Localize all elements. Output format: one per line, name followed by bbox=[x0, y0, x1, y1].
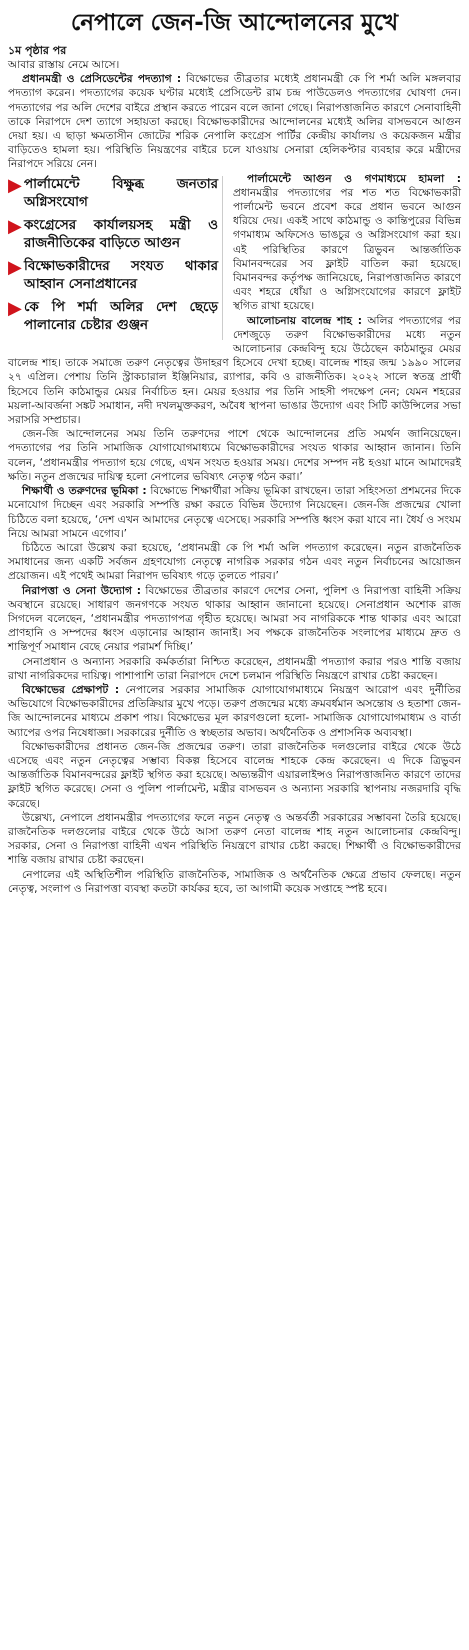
pull-quote-item bbox=[8, 217, 218, 253]
paragraph: আবার রাস্তায় নেমে আসে। bbox=[8, 59, 120, 71]
subheading: আলোচনায় বালেন্দ্র শাহ : bbox=[247, 314, 362, 327]
paragraph bbox=[8, 683, 461, 740]
pull-quote-text: পার্লামেন্টে বিক্ষুব্ধ জনতার অগ্নিসংযোগ bbox=[24, 176, 218, 210]
paragraph: বিক্ষোভকারীদের প্রধানত জেন-জি প্রজন্মের তরুণ। তারা রাজনৈতিক দলগুলোর বাইরে থেকে উঠে এসেছে এবং নতুন নেতৃত্বের সম্ভাব্য বিকল্প হিসেবে বালেন্দ্র শাহকে কেন্দ্র করেছেন। এ দিকে ত্রিভুবন আন্তর্জাতিক বিমানবন্দরের ফ্লাইট স্থগিত করা হয়েছে। অভ্যন্তরীণ এয়ারলাইন্সও নিরাপত্তাজনিত কারণে তাদের ফ্লাইট স্থগিত করেছে। সেনা ও পুলিশ পার্লামেন্ট, মন্ত্রীর বাসভবন ও অন্যান্য সরকারি স্থাপনায় নজরদারি বৃদ্ধি করেছে। bbox=[8, 740, 461, 810]
paragraph: উল্লেখ্য, নেপালে প্রধানমন্ত্রীর পদত্যাগের ফলে নতুন নেতৃত্ব ও অন্তর্বর্তী সরকারের সম্ভাবনা তৈরি হয়েছে। রাজনৈতিক দলগুলোর বাইরে থেকে উঠে আসা তরুণ নেতা বালেন্দ্র শাহ নতুন আলোচনার কেন্দ্রবিন্দু। সরকার, সেনা ও নিরাপত্তা বাহিনী এখন পরিস্থিতি নিয়ন্ত্রণে রাখার চেষ্টা করছে। শিক্ষার্থী ও বিক্ষোভকারীদের শান্তি বজায় রাখার চেষ্টা করছেন। bbox=[8, 811, 461, 867]
paragraph-text: বিক্ষোভে শিক্ষার্থীরা সক্রিয় ভূমিকা রাখছেন। তারা সহিংসতা প্রশমনের দিকে মনোযোগ দিচ্ছেন এবং সরকারি সম্পত্তি রক্ষা করতে বিভিন্ন উদ্যোগ নিয়েছেন। জেন-জি প্রজন্মের খোলা চিঠিতে বলা হয়েছে, ‘দেশ এখন আমাদের নেতৃত্বে এসেছে। সরকারি সম্পত্তি ধ্বংস করা যাবে না। ধৈর্য ও সংযম নিয়ে আমরা সামনে এগোব।’ bbox=[8, 485, 461, 540]
subheading: পার্লামেন্টে আগুন ও গণমাধ্যমে হামলা : bbox=[247, 172, 461, 185]
subheading: নিরাপত্তা ও সেনা উদ্যোগ : bbox=[22, 584, 141, 597]
pull-quote-box bbox=[8, 176, 223, 340]
paragraph: সেনাপ্রধান ও অন্যান্য সরকারি কর্মকর্তারা নিশ্চিত করেছেন, প্রধানমন্ত্রী পদত্যাগ করার পরও শান্তি বজায় রাখা নাগরিকদের দায়িত্ব। পাশাপাশি তারা নিরাপদে দেশে চলমান পরিস্থিতি নিয়ন্ত্রণে রাখার চেষ্টা করছেন। bbox=[8, 655, 461, 682]
subheading: বিক্ষোভের প্রেক্ষাপট : bbox=[22, 683, 120, 696]
pull-quote-text: কংগ্রেসের কার্যালয়সহ মন্ত্রী ও রাজনীতিকের বাড়িতে আগুন bbox=[24, 217, 218, 251]
triangle-bullet-icon: ▶ bbox=[8, 297, 22, 319]
triangle-bullet-icon: ▶ bbox=[8, 256, 22, 278]
pull-quote-text: কে পি শর্মা অলির দেশ ছেড়ে পালানোর চেষ্টার গুঞ্জন bbox=[24, 299, 218, 333]
paragraph bbox=[8, 584, 461, 655]
headline: নেপালে জেন-জি আন্দোলনের মুখে bbox=[70, 10, 399, 36]
paragraph: জেন-জি আন্দোলনের সময় তিনি তরুণদের পাশে থেকে আন্দোলনের প্রতি সমর্থন জানিয়েছেন। পদত্যাগের পর তিনি সামাজিক যোগাযোগমাধ্যমে বিক্ষোভকারীদের সংযত থাকার আহ্বান জানান। তিনি বলেন, ‘প্রধানমন্ত্রীর পদত্যাগ হয়ে গেছে, এখন সংযত হওয়ার সময়। দেশের সম্পদ নষ্ট হওয়া মানে আমাদেরই ক্ষতি। নতুন প্রজন্মের দায়িত্ব হলো নেপালের ভবিষ্যৎ নেতৃত্ব গঠন করা।’ bbox=[8, 428, 461, 483]
pull-quote-text: বিক্ষোভকারীদের সংযত থাকার আহ্বান সেনাপ্রধানের bbox=[24, 258, 218, 292]
paragraph-text: নেপালের সরকার সামাজিক যোগাযোগমাধ্যমে নিয়ন্ত্রণ আরোপ এবং দুর্নীতির অভিযোগে বিক্ষোভকারীদের প্রতিক্রিয়ার মুখে পড়ে। তরুণ প্রজন্মের মধ্যে ক্রমবর্ধমান অসন্তোষ ও হতাশা জেন-জি আন্দোলনের মাধ্যমে প্রকাশ পায়। বিক্ষোভের মূল কারণগুলো হলো- সামাজিক যোগাযোগমাধ্যম ও বার্তা অ্যাপের ওপর নিষেধাজ্ঞা। সরকারের দুর্নীতি ও স্বচ্ছতার অভাব। অর্থনৈতিক ও প্রশাসনিক অব্যবস্থা। bbox=[8, 683, 461, 739]
paragraph-text: বিক্ষোভের তীব্রতার মধ্যেই প্রধানমন্ত্রী কে পি শর্মা অলি মঙ্গলবার পদত্যাগ করেন। পদত্যাগের কয়েক ঘণ্টার মধ্যেই প্রেসিডেন্ট রাম চন্দ্র পাউডেলও পদত্যাগের ঘোষণা দেন। পদত্যাগের পর অলি দেশের বাইরে প্রস্থান করতে পারেন বলে জানা গেছে। নিরাপত্তাজনিত কারণে সেনাবাহিনী তাকে নিরাপদে দেশ ত্যাগে সহায়তা করছে। বিক্ষোভকারীদের আন্দোলনের মধ্যেই অলির বাসভবনে আগুন দেয়া হয়। এ ছাড়া ক্ষমতাসীন জোটের শরিক নেপালি কংগ্রেস পার্টির কেন্দ্রীয় কার্যালয় ও কয়েকজন মন্ত্রীর বাড়িতেও হামলা হয়। পরিস্থিতি নিয়ন্ত্রণের বাইরে চলে যাওয়ায় সেনারা হেলিকপ্টার ব্যবহার করে মন্ত্রীদের নিরাপদে সরিয়ে নেন। bbox=[8, 73, 461, 171]
article-body bbox=[8, 58, 461, 896]
pull-quote-item bbox=[8, 258, 218, 294]
subheading: প্রধানমন্ত্রী ও প্রেসিডেন্টের পদত্যাগ : bbox=[22, 73, 182, 86]
paragraph: চিঠিতে আরো উল্লেখ করা হয়েছে, ‘প্রধানমন্ত্রী কে পি শর্মা অলি পদত্যাগ করেছেন। নতুন রাজনৈতিক সমাধানের জন্য একটি সর্বজন গ্রহণযোগ্য নেতৃত্বে নাগরিক সরকার গঠন এবং নতুন নির্বাচনের আয়োজন প্রয়োজন। এই পথেই আমরা নিরাপদ ভবিষ্যৎ গড়ে তুলতে পারব।’ bbox=[8, 541, 461, 583]
triangle-bullet-icon: ▶ bbox=[8, 174, 22, 196]
subheading: শিক্ষার্থী ও তরুণদের ভূমিকা : bbox=[22, 485, 147, 498]
paragraph: নেপালের এই অস্থিতিশীল পরিস্থিতি রাজনৈতিক, সামাজিক ও অর্থনৈতিক ক্ষেত্রে প্রভাব ফেলছে। নতুন নেতৃত্ব, সংলাপ ও নিরাপত্তা ব্যবস্থা কতটা কার্যকর হবে, তা আগামী কয়েক সপ্তাহে স্পষ্ট হবে। bbox=[8, 868, 461, 895]
continued-from-label: ১ম পৃষ্ঠার পর bbox=[8, 44, 67, 57]
paragraph bbox=[8, 484, 461, 541]
paragraph-text: অলির পদত্যাগের পর দেশজুড়ে তরুণ বিক্ষোভকারীদের মধ্যে নতুন আলোচনার কেন্দ্রবিন্দু হয়ে উঠেছেন কাঠমান্ডুর মেয়র বালেন্দ্র শাহ। তাকে সমাজে তরুণ নেতৃত্বের উদাহরণ হিসেবে দেখা হচ্ছে। বালেন্দ্র শাহর জন্ম ১৯৯০ সালের ২৭ এপ্রিল। পেশায় তিনি স্ট্রাকচারাল ইঞ্জিনিয়ার, র‍্যাপার, কবি ও রাজনীতিক। ২০২২ সালে স্বতন্ত্র প্রার্থী হিসেবে তিনি কাঠমান্ডুর মেয়র নির্বাচিত হন। মেয়র হওয়ার পর তিনি সাহসী পদক্ষেপ নেন; যেমন শহরের ময়লা-আবর্জনা সঙ্কট সমাধান, নদী দখলমুক্তকরণ, অবৈধ স্থাপনা ভাঙার উদ্যোগ এবং সিটি কাউন্সিলের সভা সরাসরি সম্প্রচার। bbox=[8, 314, 461, 427]
paragraph-text: বিক্ষোভের তীব্রতার কারণে দেশের সেনা, পুলিশ ও নিরাপত্তা বাহিনী সক্রিয় অবস্থানে রয়েছে। সাধারণ জনগণকে সংযত থাকার আহ্বান জানানো হয়েছে। সেনাপ্রধান অশোক রাজ সিগদেল বলেছেন, ‘প্রধানমন্ত্রীর পদত্যাগপত্র গৃহীত হয়েছে। আমরা সব নাগরিককে শান্ত থাকার এবং আরো প্রাণহানি ও সম্পদের ধ্বংস এড়ানোর আহ্বান জানাই। সব পক্ষকে রাজনৈতিক সংলাপের মাধ্যমে দ্রুত ও শান্তিপূর্ণ সমাধান বেছে নেয়ার পরামর্শ দিচ্ছি।’ bbox=[8, 584, 461, 654]
pull-quote-item bbox=[8, 299, 218, 335]
paragraph-text: প্রধানমন্ত্রীর পদত্যাগের পর শত শত বিক্ষোভকারী পার্লামেন্ট ভবনে প্রবেশ করে প্রধান ভবনে আগুন ধরিয়ে দেয়। একই সাথে কাঠমান্ডু ও কান্তিপুরের বিভিন্ন গণমাধ্যম অফিসেও ভাঙচুর ও অগ্নিসংযোগ করা হয়। এই পরিস্থিতির কারণে ত্রিভুবন আন্তর্জাতিক বিমানবন্দরের সব ফ্লাইট বাতিল করা হয়েছে। বিমানবন্দর কর্তৃপক্ষ জানিয়েছে, নিরাপত্তাজনিত কারণে এবং শহরে ধোঁয়া ও অগ্নিসংযোগের কারণে ফ্লাইট স্থগিত রাখা হয়েছে। bbox=[233, 186, 461, 313]
triangle-bullet-icon: ▶ bbox=[8, 215, 22, 237]
pull-quote-item bbox=[8, 176, 218, 212]
paragraph bbox=[8, 72, 461, 171]
